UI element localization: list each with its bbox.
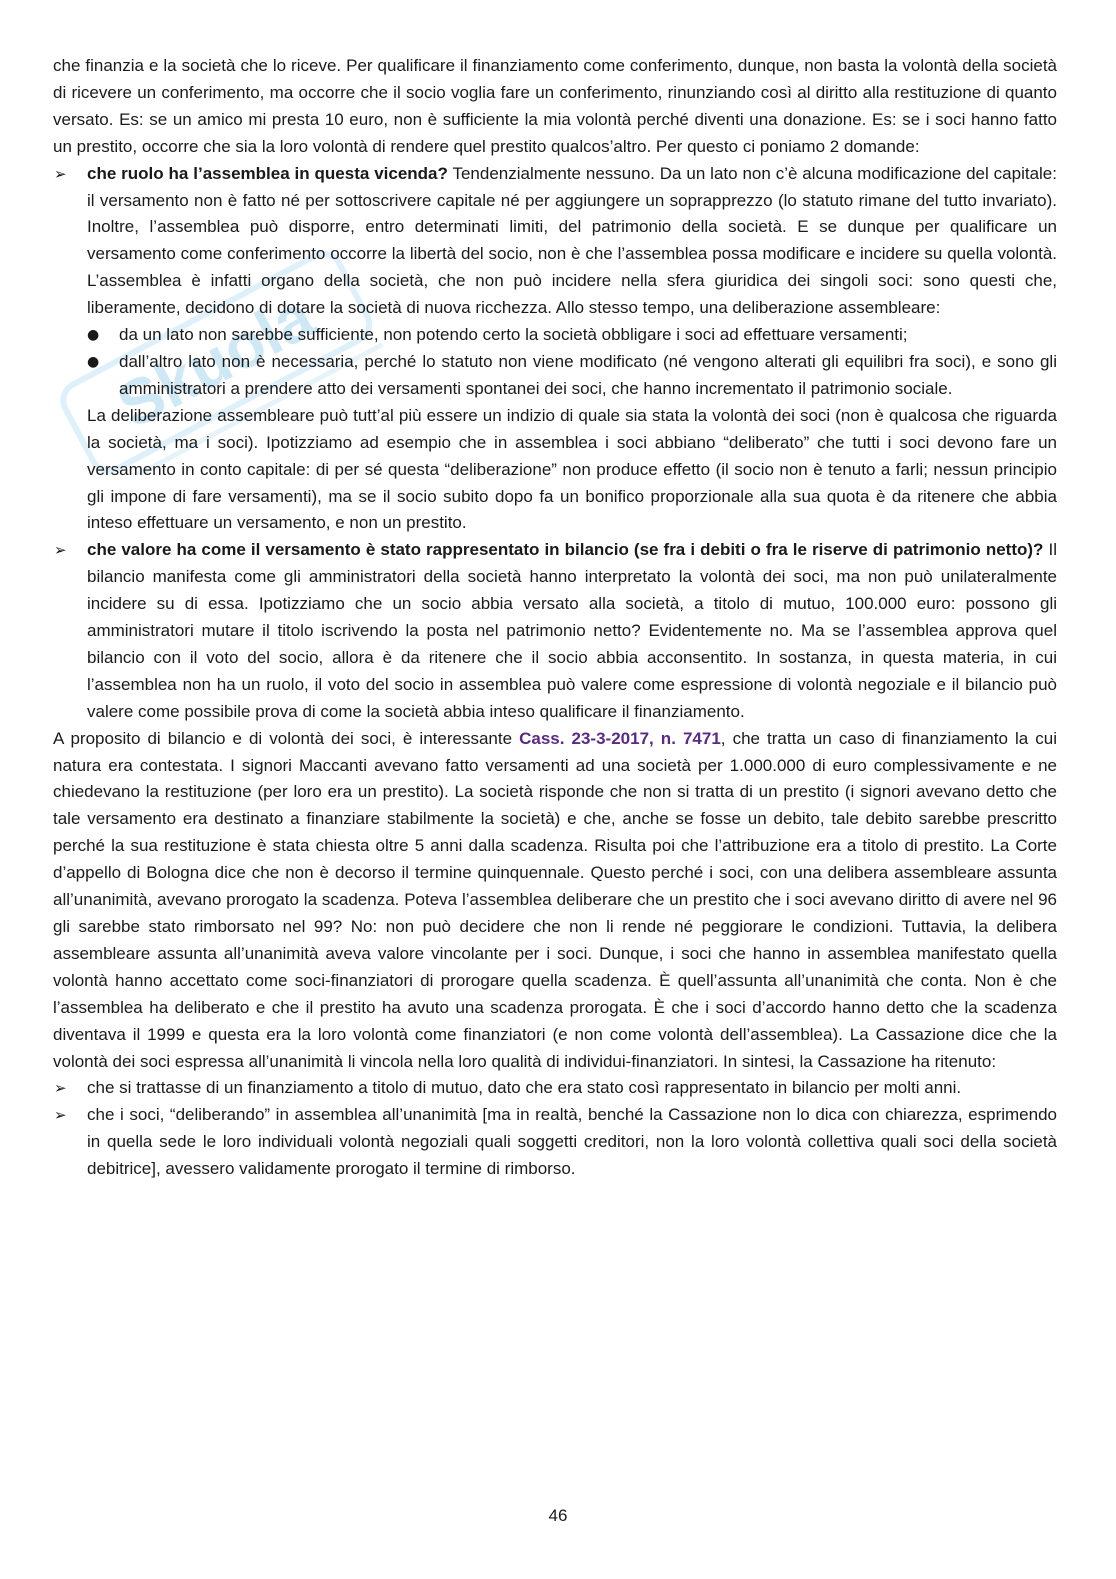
arrow-bullet-icon: ➢ [54,1079,67,1098]
arrow-bullet-icon: ➢ [54,1106,67,1125]
sub-bullet-item [53,349,1057,403]
followup-paragraph: La deliberazione assembleare può tutt’al più essere un indizio di quale sia stata la volontà dei soci (non è qualcosa che riguarda la società, ma i soci). Ipotizziamo ad esempio che in assemblea i soci abbiano “deliberato” che tutti i soci devono fare un versamento in conto capitale: di per sé questa “deliberazione” non produce effetto (il socio non è tenuto a farli; nessun principio gli impone di fare versamenti), ma se il socio subito dopo fa un bonifico proporzionale alla sua quota è da ritenere che abbia inteso effettuare un versamento, e non un prestito. [87,405,1057,533]
question-heading: che ruolo ha l’assemblea in questa vicenda? [87,163,448,183]
case-paragraph [53,726,1057,1076]
sub-bullet-text: dall’altro lato non è necessaria, perché lo statuto non viene modificato (né vengono alterati gli equilibri fra soci), e sono gli amministratori a prendere atto dei versamenti spontanei dei soci, che hanno incrementato il patrimonio sociale. [119,351,1057,398]
question-heading: che valore ha come il versamento è stato rappresentato in bilancio (se fra i debiti o fra le riserve di patrimonio netto)? [87,540,1044,560]
conclusion-item [53,1075,1057,1102]
sub-bullet-item [53,322,1057,349]
question-text: Il bilancio manifesta come gli amministratori della società hanno interpretato la volontà dei soci, ma non può unilateralmente incidere su di essa. Ipotizziamo che un socio abbia versato alla società, a titolo di mutuo, 100.000 euro: possono gli amministratori mutare il titolo iscrivendo la posta nel patrimonio netto? Evidentemente no. Ma se l’assemblea approva quel bilancio con il voto del socio, allora è da ritenere che il socio abbia acconsentito. In sostanza, in questa materia, in cui l’assemblea non ha un ruolo, il voto del socio in assemblea può valere come espressione di volontà negoziale e il bilancio può valere come possibile prova di come la società abbia inteso qualificare il finanziamento. [87,540,1057,721]
page-content [53,53,1057,1183]
conclusion-text: che si trattasse di un finanziamento a titolo di mutuo, dato che era stato così rappresentato in bilancio per molti anni. [87,1078,962,1098]
intro-paragraph: che finanzia e la società che lo riceve. Per qualificare il finanziamento come conferimento, dunque, non basta la volontà della società di ricevere un conferimento, ma occorre che il socio voglia fare un conferimento, rinunziando così al diritto alla restituzione di quanto versato. Es: se un amico mi presta 10 euro, non è sufficiente la mia volontà perché diventi una donazione. Es: se i soci hanno fatto un prestito, occorre che sia la loro volontà di rendere quel prestito qualcos’altro. Per questo ci poniamo 2 domande: [53,56,1057,156]
dot-bullet-icon: ● [87,327,100,344]
question-item-2 [53,537,1057,725]
case-text-before: A proposito di bilancio e di volontà dei soci, è interessante [53,728,520,748]
sub-bullet-text: da un lato non sarebbe sufficiente, non potendo certo la società obbligare i soci ad effettuare versamenti; [119,325,908,345]
case-text-after: , che tratta un caso di finanziamento la cui natura era contestata. I signori Maccanti avevano fatto versamenti ad una società per 1.000.000 di euro complessivamente e ne chiedevano la restituzione (per loro era un prestito). La società risponde che non si tratta di un prestito (i signori avevano detto che tale versamento era destinato a finanziare stabilmente la società) e che, anche se fosse un debito, tale debito sarebbe prescritto perché la sua restituzione è stata chiesta oltre 5 anni dalla scadenza. Risulta poi che l’attribuzione era a titolo di prestito. La Corte d’appello di Bologna dice che non è decorso il termine quinquennale. Questo perché i soci, con una delibera assembleare assunta all’unanimità, avevano prorogato la scadenza. Poteva l’assemblea deliberare che un prestito che i soci avevano diritto di avere nel 96 gli sarebbe stato rimborsato nel 99? No: non può decidere che non li rende né peggiorare le condizioni. Tuttavia, la delibera assembleare assunta all’unanimità aveva valore vincolante per i soci. Dunque, i soci che hanno in assemblea manifestato quella volontà hanno accettato come soci-finanziatori di prorogare quella scadenza. È quell’assunta all’unanimità che conta. Non è che l’assemblea ha deliberato e che il prestito ha avuto una scadenza prorogata. È che i soci d’accordo hanno detto che la scadenza diventava il 1999 e questa era la loro volontà come finanziatori (e non come volontà dell’assemblea). La Cassazione dice che la volontà dei soci espressa all’unanimità li vincola nella loro qualità di individui-finanziatori. In sintesi, la Cassazione ha ritenuto: [53,728,1058,1071]
question-item-1 [53,161,1057,322]
page-number: 46 [548,1506,568,1525]
question-text: Tendenzialmente nessuno. Da un lato non c’è alcuna modificazione del capitale: il versamento non è fatto né per sottoscrivere capitale né per aggiungere un soprapprezzo (lo statuto rimane del tutto invariato). Inoltre, l’assemblea può disporre, entro determinati limiti, del patrimonio della società. E se dunque per qualificare un versamento come conferimento occorre la libertà del socio, non è che l’assemblea possa modificare e incidere su quella volontà. L’assemblea è infatti organo della società, che non può incidere nella sfera giuridica dei singoli soci: sono questi che, liberamente, decidono di dotare la società di nuova ricchezza. Allo stesso tempo, una deliberazione assembleare: [87,163,1057,318]
arrow-bullet-icon: ➢ [54,541,67,560]
arrow-bullet-icon: ➢ [54,164,67,183]
watermark-text: Skuola [105,279,326,442]
conclusion-item [53,1102,1057,1183]
dot-bullet-icon: ● [87,353,100,370]
case-citation: Cass. 23-3-2017, n. 7471 [519,728,721,748]
conclusion-text: che i soci, “deliberando” in assemblea all’unanimità [ma in realtà, benché la Cassazione non lo dica con chiarezza, esprimendo in quella sede le loro individuali volontà negoziali quali soggetti creditori, non la loro volontà collettiva quali soci della società debitrice], avessero validamente prorogato il termine di rimborso. [87,1105,1057,1179]
